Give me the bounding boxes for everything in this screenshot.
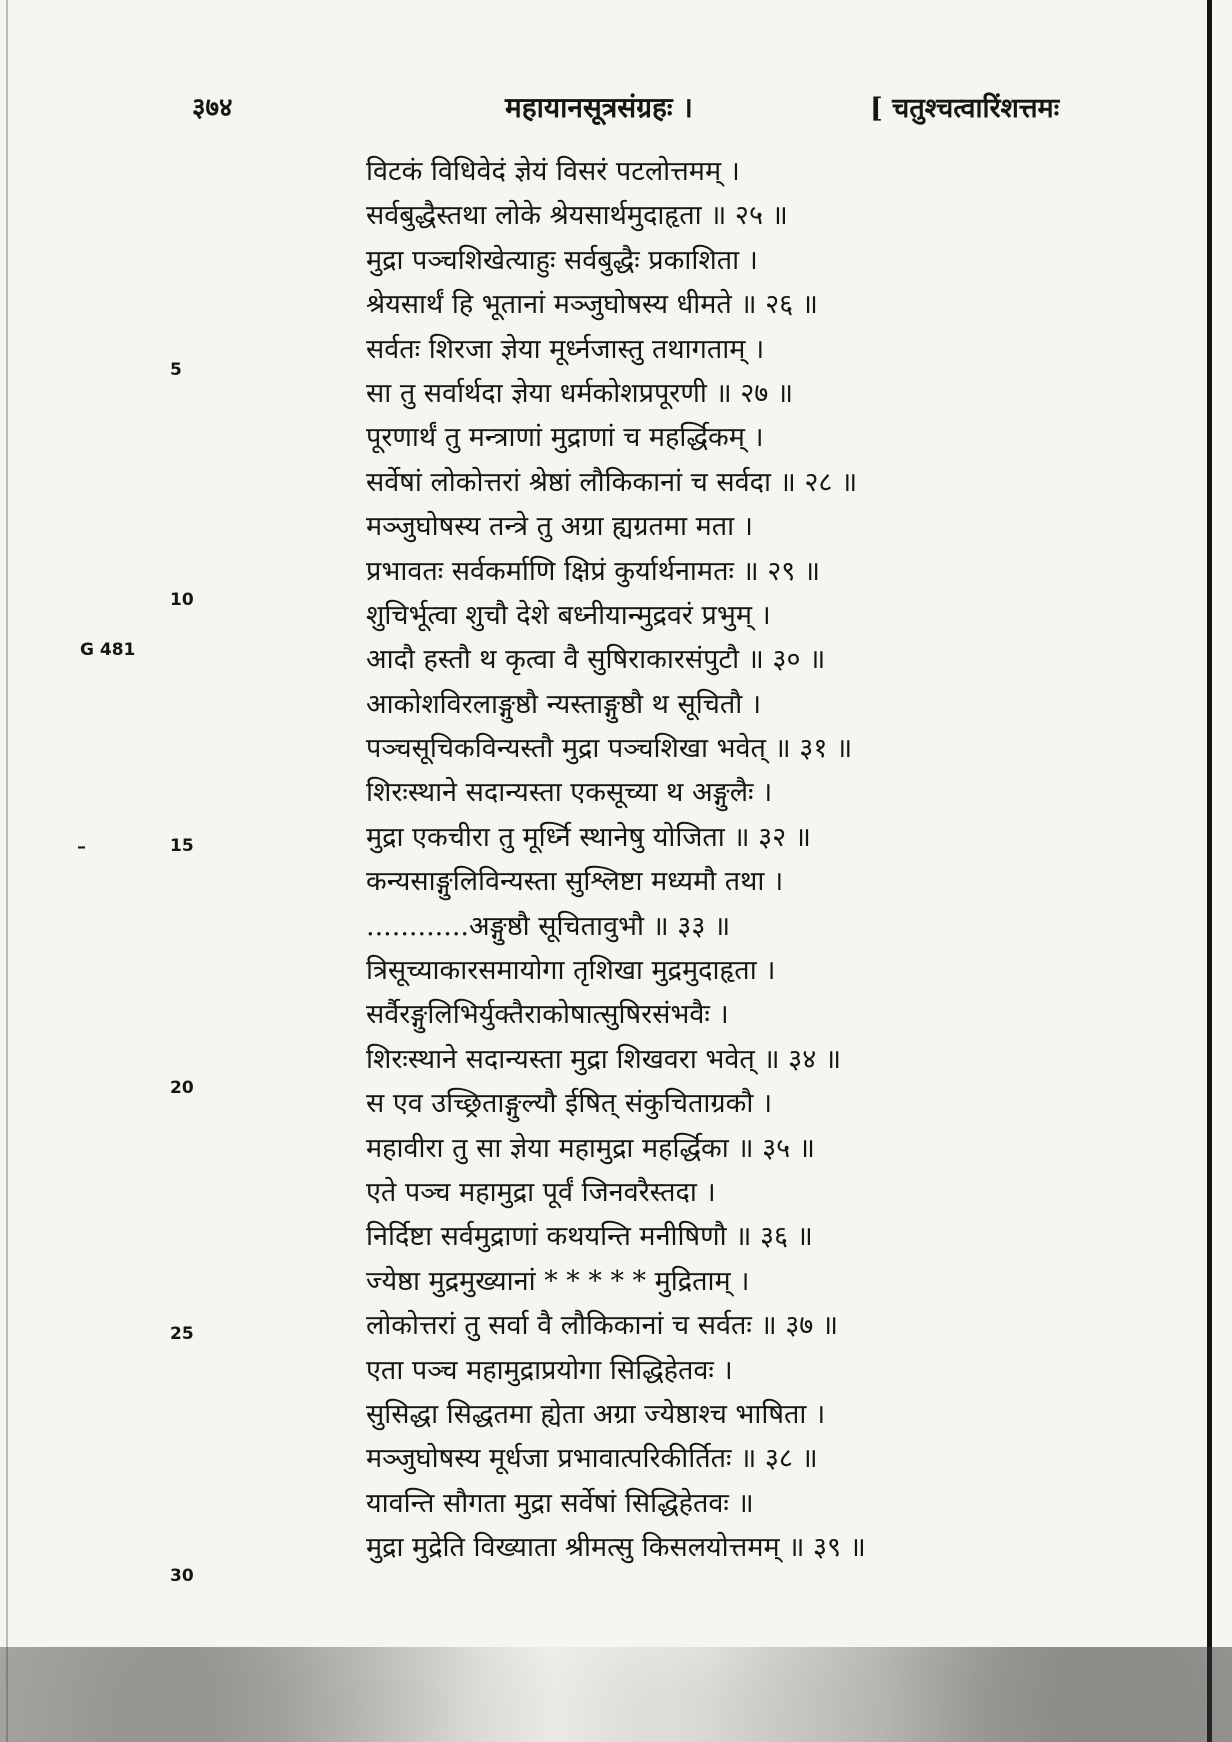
verse-line: सा तु सर्वार्थदा ज्ञेया धर्मकोशप्रपूरणी ॥ २७ ॥ — [366, 377, 794, 409]
verse-line: आदौ हस्तौ थ कृत्वा वै सुषिराकारसंपुटौ ॥ ३० ॥ — [366, 644, 826, 676]
section-title: [ चतुश्चत्वारिंशत्तमः — [870, 93, 1060, 124]
verse-line: मुद्रा पञ्चशिखेत्याहुः सर्वबुद्धैः प्रकाशिता । — [366, 244, 758, 276]
verse-line: स एव उच्छ्रिताङ्गुल्यौ ईषित् संकुचिताग्रकौ । — [366, 1088, 773, 1120]
verse-line: निर्दिष्टा सर्वमुद्राणां कथयन्ति मनीषिणौ ॥ ३६ ॥ — [366, 1221, 813, 1253]
verse-line: कन्यसाङ्गुलिविन्यस्ता सुश्लिष्टा मध्यमौ तथा । — [366, 866, 784, 898]
verse-line: मुद्रा मुद्रेति विख्याता श्रीमत्सु किसलयोत्तमम् ॥ ३९ ॥ — [366, 1532, 866, 1564]
line-number-5: 5 — [170, 360, 182, 380]
verse-line: शिरःस्थाने सदान्यस्ता एकसूच्या थ अङ्गुलैः । — [366, 777, 773, 809]
line-number-30: 30 — [170, 1566, 194, 1586]
verse-line: पञ्चसूचिकविन्यस्तौ मुद्रा पञ्चशिखा भवेत् ॥ ३१ ॥ — [366, 733, 853, 765]
verse-line: ............अङ्गुष्ठौ सूचितावुभौ ॥ ३३ ॥ — [366, 910, 731, 942]
verse-text-block — [366, 150, 986, 1571]
verse-line: सर्वेषां लोकोत्तरां श्रेष्ठां लौकिकानां च सर्वदा ॥ २८ ॥ — [366, 466, 858, 498]
verse-line: एता पञ्च महामुद्राप्रयोगा सिद्धिहेतवः । — [366, 1354, 733, 1386]
verse-line: सर्वैरङ्गुलिभिर्युक्तैराकोषात्सुषिरसंभवैः । — [366, 999, 729, 1031]
line-number-10: 10 — [170, 590, 194, 610]
page-left-edge — [6, 0, 8, 1742]
verse-line: शिरःस्थाने सदान्यस्ता मुद्रा शिखवरा भवेत् ॥ ३४ ॥ — [366, 1043, 841, 1075]
line-number-15: 15 — [170, 836, 194, 856]
verse-line: मुद्रा एकचीरा तु मूर्ध्नि स्थानेषु योजिता ॥ ३२ ॥ — [366, 821, 811, 853]
verse-line: सर्वबुद्धैस्तथा लोके श्रेयसार्थमुदाहृता ॥ २५ ॥ — [366, 200, 788, 232]
verse-line: विटकं विधिवेदं ज्ञेयं विसरं पटलोत्तमम् । — [366, 156, 740, 187]
verse-line: शुचिर्भूत्वा शुचौ देशे बध्नीयान्मुद्रवरं प्रभुम् । — [366, 599, 771, 631]
verse-line: आकोशविरलाङ्गुष्ठौ न्यस्ताङ्गुष्ठौ थ सूचितौ । — [366, 688, 762, 720]
verse-line: प्रभावतः सर्वकर्माणि क्षिप्रं कुर्यार्थनामतः ॥ २९ ॥ — [366, 555, 821, 587]
running-title: महायानसूत्रसंग्रहः । — [505, 91, 693, 124]
line-number-25: 25 — [170, 1324, 194, 1344]
verse-line: श्रेयसार्थं हि भूतानां मञ्जुघोषस्य धीमते ॥ २६ ॥ — [366, 289, 818, 321]
verse-line: यावन्ति सौगता मुद्रा सर्वेषां सिद्धिहेतवः ॥ — [366, 1487, 754, 1519]
verse-line: लोकोत्तरां तु सर्वा वै लौकिकानां च सर्वतः ॥ ३७ ॥ — [366, 1310, 839, 1342]
verse-line: सुसिद्धा सिद्धतमा ह्येता अग्रा ज्येष्ठाश्च भाषिता । — [366, 1398, 826, 1430]
verse-line: मञ्जुघोषस्य तन्त्रे तु अग्रा ह्यग्रतमा मता । — [366, 511, 753, 543]
verse-line: एते पञ्च महामुद्रा पूर्वं जिनवरैस्तदा । — [366, 1176, 716, 1208]
scan-noise — [0, 1647, 1232, 1742]
verse-line: सर्वतः शिरजा ज्ञेया मूर्ध्नजास्तु तथागताम् । — [366, 333, 765, 365]
page-number: ३७४ — [192, 93, 233, 123]
verse-line: पूरणार्थं तु मन्त्राणां मुद्राणां च महर्द्धिकम् । — [366, 422, 764, 454]
verse-line: महावीरा तु सा ज्ञेया महामुद्रा महर्द्धिका ॥ ३५ ॥ — [366, 1132, 815, 1164]
verse-line: ज्येष्ठा मुद्रमुख्यानां * * * * * मुद्रिताम् । — [366, 1265, 750, 1297]
line-number-20: 20 — [170, 1078, 194, 1098]
verse-line: मञ्जुघोषस्य मूर्धजा प्रभावात्परिकीर्तितः ॥ ३८ ॥ — [366, 1443, 818, 1475]
page-binding-edge — [1207, 0, 1212, 1742]
margin-reference: G 481 — [80, 640, 136, 660]
verse-line: त्रिसूच्याकारसमायोगा तृशिखा मुद्रमुदाहृता । — [366, 955, 776, 987]
margin-dash: – — [77, 836, 86, 857]
page-header — [0, 88, 1232, 128]
